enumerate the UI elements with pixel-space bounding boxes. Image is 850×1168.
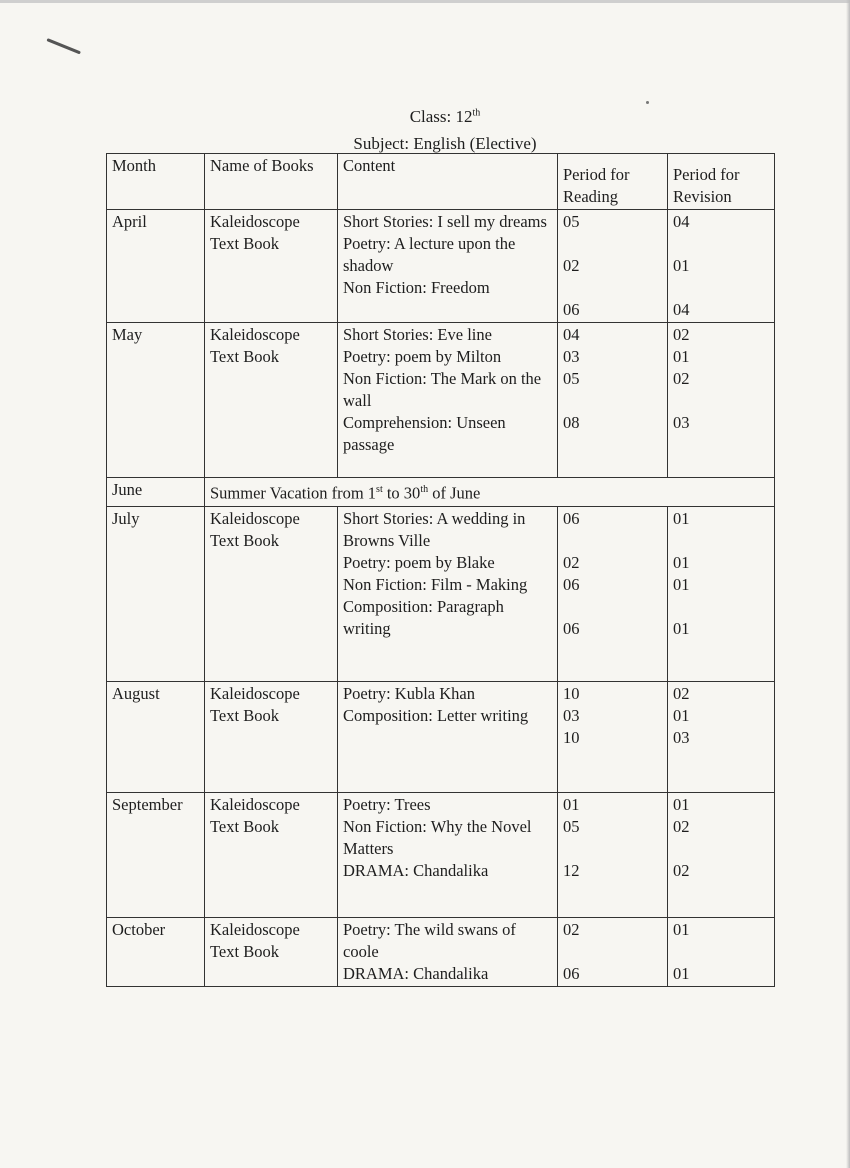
spacer	[673, 233, 769, 255]
spacer	[673, 838, 769, 860]
reading-value: 12	[563, 860, 580, 880]
reading-value: 10	[563, 683, 580, 703]
revision-value: 03	[673, 727, 690, 747]
revision-cell	[668, 917, 775, 986]
content-item: Comprehension: Unseen passage	[343, 413, 506, 454]
revision-cell	[668, 323, 775, 478]
content-item: Poetry: Trees	[343, 794, 431, 814]
spacer	[563, 390, 662, 412]
vacation-text: Summer Vacation from 1	[210, 483, 377, 503]
reading-value: 08	[563, 413, 580, 432]
revision-value: 01	[673, 794, 690, 814]
reading-cell	[558, 506, 668, 681]
revision-cell	[668, 792, 775, 917]
scan-top-edge	[0, 0, 850, 3]
revision-cell	[668, 506, 775, 681]
table-row	[107, 323, 775, 478]
reading-cell	[558, 681, 668, 792]
reading-value: 05	[563, 816, 580, 836]
month-cell: October	[107, 917, 205, 986]
class-superscript: th	[472, 107, 481, 119]
revision-value: 02	[673, 369, 690, 388]
reading-value: 05	[563, 212, 580, 231]
column-header-revision: Period for Revision	[668, 154, 775, 210]
revision-value: 02	[673, 683, 690, 703]
content-item: Poetry: Kubla Khan	[343, 683, 475, 703]
book-cell: Kaleidoscope Text Book	[205, 792, 338, 917]
reading-value: 03	[563, 347, 580, 366]
revision-value: 01	[673, 256, 690, 275]
reading-value: 06	[563, 963, 580, 983]
content-cell	[338, 917, 558, 986]
table-row	[107, 506, 775, 681]
column-header-content: Content	[338, 154, 558, 210]
revision-value: 01	[673, 963, 690, 983]
revision-cell	[668, 681, 775, 792]
content-item: Poetry: poem by Blake	[343, 552, 495, 572]
revision-cell	[668, 210, 775, 323]
table-row	[107, 210, 775, 323]
content-item: Poetry: A lecture upon the shadow	[343, 234, 516, 275]
syllabus-table	[106, 153, 775, 987]
spacer	[673, 596, 769, 618]
scan-right-shadow	[846, 0, 850, 1168]
reading-cell	[558, 210, 668, 323]
content-item: Non Fiction: The Mark on the wall	[343, 369, 542, 410]
revision-value: 01	[673, 618, 690, 638]
revision-value: 02	[673, 816, 690, 836]
book-cell: Kaleidoscope Text Book	[205, 323, 338, 478]
vacation-superscript: st	[376, 484, 383, 495]
month-cell: July	[107, 506, 205, 681]
revision-value: 01	[673, 919, 690, 939]
table-row	[107, 478, 775, 507]
content-cell	[338, 681, 558, 792]
reading-value: 06	[563, 574, 580, 594]
reading-value: 10	[563, 727, 580, 747]
reading-value: 01	[563, 794, 580, 814]
content-item: Composition: Paragraph writing	[343, 596, 504, 638]
content-cell	[338, 792, 558, 917]
revision-value: 04	[673, 300, 690, 319]
table-row	[107, 792, 775, 917]
content-item: Non Fiction: Freedom	[343, 278, 490, 297]
content-item: Poetry: The wild swans of coole	[343, 919, 516, 961]
reading-value: 04	[563, 325, 580, 344]
spacer	[673, 941, 769, 963]
reading-value: 06	[563, 618, 580, 638]
reading-value: 05	[563, 369, 580, 388]
revision-value: 03	[673, 413, 690, 432]
content-item: Non Fiction: Why the Novel Matters	[343, 816, 532, 858]
column-header-month: Month	[107, 154, 205, 210]
revision-value: 01	[673, 508, 690, 528]
spacer	[563, 838, 662, 860]
spacer	[563, 596, 662, 618]
spacer	[563, 233, 662, 255]
reading-cell	[558, 323, 668, 478]
reading-value: 06	[563, 508, 580, 528]
spacer	[563, 530, 662, 552]
spacer	[673, 530, 769, 552]
vacation-text: of June	[428, 483, 481, 503]
month-cell: May	[107, 323, 205, 478]
vacation-superscript: th	[420, 484, 429, 495]
subject-heading: Subject: English (Elective)	[353, 134, 537, 153]
class-heading	[300, 107, 590, 127]
column-header-reading: Period for Reading	[558, 154, 668, 210]
spacer	[673, 277, 769, 299]
month-cell: April	[107, 210, 205, 323]
revision-value: 04	[673, 212, 690, 231]
content-item: Short Stories: Eve line	[343, 325, 492, 344]
revision-value: 01	[673, 574, 690, 594]
revision-value: 01	[673, 347, 690, 366]
content-item: Non Fiction: Film - Making	[343, 574, 528, 594]
reading-value: 02	[563, 256, 580, 275]
table-row	[107, 681, 775, 792]
scan-speck	[646, 101, 649, 104]
revision-value: 01	[673, 705, 690, 725]
book-cell: Kaleidoscope Text Book	[205, 210, 338, 323]
spacer	[563, 277, 662, 299]
content-item: Short Stories: A wedding in Browns Ville	[343, 508, 526, 550]
class-text: Class: 12	[409, 107, 473, 126]
reading-value: 02	[563, 552, 580, 572]
reading-cell	[558, 792, 668, 917]
content-item: DRAMA: Chandalika	[343, 860, 489, 880]
month-cell: August	[107, 681, 205, 792]
reading-value: 06	[563, 300, 580, 319]
content-item: Short Stories: I sell my dreams	[343, 212, 547, 231]
content-cell	[338, 323, 558, 478]
reading-cell	[558, 917, 668, 986]
book-cell: Kaleidoscope Text Book	[205, 506, 338, 681]
revision-value: 02	[673, 325, 690, 344]
content-cell	[338, 210, 558, 323]
spacer	[673, 390, 769, 412]
vacation-cell	[205, 478, 775, 507]
content-item: Composition: Letter writing	[343, 705, 529, 725]
column-header-books: Name of Books	[205, 154, 338, 210]
month-cell: September	[107, 792, 205, 917]
reading-value: 03	[563, 705, 580, 725]
reading-value: 02	[563, 919, 580, 939]
book-cell: Kaleidoscope Text Book	[205, 681, 338, 792]
revision-value: 02	[673, 860, 690, 880]
pen-stroke-mark	[46, 38, 81, 54]
spacer	[563, 941, 662, 963]
vacation-text: to 30	[382, 483, 421, 503]
content-item: DRAMA: Chandalika	[343, 963, 489, 983]
content-cell	[338, 506, 558, 681]
table-header-row	[107, 154, 775, 210]
book-cell: Kaleidoscope Text Book	[205, 917, 338, 986]
month-cell: June	[107, 478, 205, 507]
table-row	[107, 917, 775, 986]
content-item: Poetry: poem by Milton	[343, 347, 502, 366]
revision-value: 01	[673, 552, 690, 572]
